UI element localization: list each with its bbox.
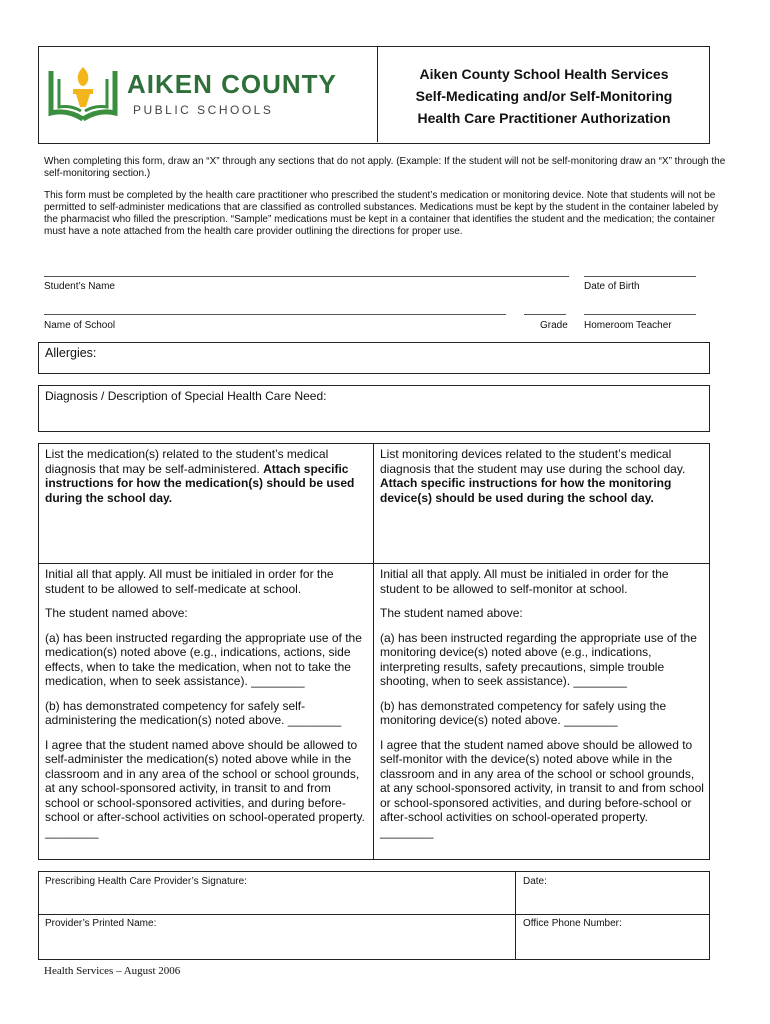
intro-paragraph-1: When completing this form, draw an “X” through any sections that do not apply. (Example: If the student will not be self-monitoring draw an “X” through the self-monitoring section.) (44, 156, 726, 179)
provider-signature-label[interactable]: Prescribing Health Care Provider’s Signature: (45, 876, 247, 887)
diagnosis-box[interactable] (38, 385, 710, 432)
logo (45, 59, 357, 129)
monitoring-list-instructions: Attach specific instructions for how the monitoring device(s) should be used during the school day. (380, 476, 672, 505)
student-name-line[interactable] (44, 276, 569, 277)
row-divider (39, 563, 709, 564)
column-divider (373, 444, 374, 859)
homeroom-label: Homeroom Teacher (584, 320, 672, 331)
footer-text: Health Services – August 2006 (44, 965, 181, 977)
medication-list-text: List the medication(s) related to the student’s medical diagnosis that may be self-administered. (45, 447, 329, 476)
grade-line[interactable] (524, 314, 566, 315)
provider-date-label[interactable]: Date: (523, 876, 547, 887)
dob-label: Date of Birth (584, 281, 640, 292)
student-name-label: Student’s Name (44, 281, 115, 292)
provider-row-divider (39, 914, 709, 915)
authorization-table (38, 443, 710, 860)
monitoring-item-a[interactable]: (a) has been instructed regarding the appropriate use of the monitoring device(s) noted above (e.g., indications, interpreting results, safety precautions, simple trouble shooting, when to seek assistance). ________ (380, 630, 697, 688)
page-title (379, 63, 709, 129)
diagnosis-label: Diagnosis / Description of Special Health Care Need: (45, 389, 327, 403)
medication-initial-note: Initial all that apply. All must be initialed in order for the student to be allowed to self-medicate at school. (45, 567, 334, 596)
title-line-2: Self-Medicating and/or Self-Monitoring (415, 88, 673, 104)
logo-sub-text: PUBLIC SCHOOLS (133, 103, 274, 117)
provider-office-phone-label[interactable]: Office Phone Number: (523, 918, 622, 929)
book-torch-icon (45, 63, 123, 125)
medication-initials-cell (45, 567, 367, 849)
medication-student-named: The student named above: (45, 606, 188, 620)
monitoring-list-cell[interactable] (380, 447, 704, 505)
monitoring-list-text: List monitoring devices related to the student’s medical diagnosis that the student may use during the school day. (380, 447, 686, 476)
dob-line[interactable] (584, 276, 696, 277)
grade-label: Grade (540, 320, 568, 331)
medication-list-instructions: Attach specific instructions for how the medication(s) should be used during the school day. (45, 461, 355, 505)
provider-table (38, 871, 710, 960)
medication-item-b[interactable]: (b) has demonstrated competency for safely self-administering the medication(s) noted above. ________ (45, 698, 342, 727)
intro (44, 156, 728, 248)
header-divider (377, 47, 378, 142)
monitoring-initials-cell (380, 567, 704, 849)
title-line-3: Health Care Practitioner Authorization (417, 110, 671, 126)
medication-list-cell[interactable] (45, 447, 367, 505)
medication-agreement[interactable]: I agree that the student named above should be allowed to self-administer the medication(s) noted above while in the classroom and in any area of the school or school grounds, at any school-sponsored activity, in transit to and from school or school-sponsored activities, and during before-school or after-school activities on school-operated property. ________ (45, 737, 365, 839)
provider-column-divider (515, 872, 516, 959)
school-name-label: Name of School (44, 320, 116, 331)
school-name-line[interactable] (44, 314, 506, 315)
monitoring-student-named: The student named above: (380, 606, 523, 620)
allergies-label: Allergies: (45, 346, 97, 360)
medication-item-a[interactable]: (a) has been instructed regarding the appropriate use of the medication(s) noted above (e.g., indications, actions, side effects, when to take the medication, when not to take the medication, when to seek assistance). ________ (45, 630, 362, 688)
allergies-box[interactable] (38, 342, 710, 374)
monitoring-item-b[interactable]: (b) has demonstrated competency for safely using the monitoring device(s) noted above. ________ (380, 698, 667, 727)
intro-paragraph-2: This form must be completed by the health care practitioner who prescribed the student’s medication or monitoring device. Note that students will not be permitted to self-administer medications that are classified as controlled substances. Medications must be kept by the student in the container labeled by the pharmacist who filled the prescription. “Sample” medications must be kept in a container that identifies the student and the medication; the container must have a note attached from the health care provider outlining the directions for proper use. (44, 190, 719, 237)
title-line-1: Aiken County School Health Services (419, 66, 669, 82)
logo-main-text: AIKEN COUNTY (127, 69, 337, 99)
header-box (38, 46, 710, 144)
homeroom-line[interactable] (584, 314, 696, 315)
monitoring-agreement[interactable]: I agree that the student named above should be allowed to self-monitor with the device(s) noted above while in the classroom and in any area of the school or school grounds, at any school-sponsored activity, in transit to and from school or school-sponsored activities, and during before-school or after-school activities on school-operated property. ________ (380, 737, 704, 839)
monitoring-initial-note: Initial all that apply. All must be initialed in order for the student to be allowed to self-monitor at school. (380, 567, 669, 596)
provider-printed-name-label[interactable]: Provider’s Printed Name: (45, 918, 157, 929)
